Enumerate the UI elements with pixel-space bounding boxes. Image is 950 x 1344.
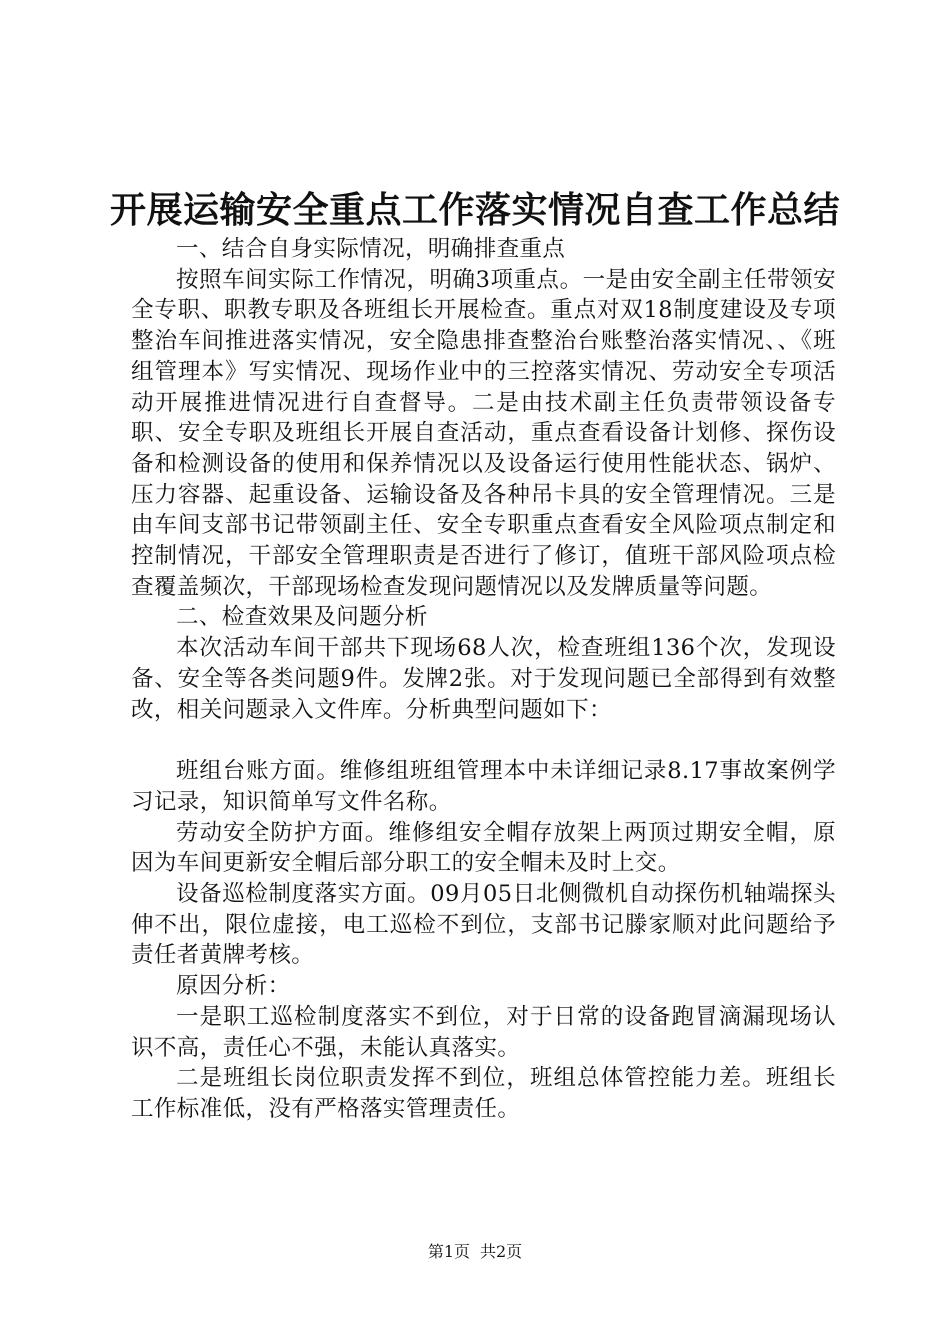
- section-heading-1: 一、结合自身实际情况，明确排查重点: [176, 236, 566, 262]
- paragraph-equipment-inspection-issue: 设备巡检制度落实方面。09月05日北侧微机自动探伤机轴端探头伸不出，限位虚接，电工巡检不到位，支部书记滕家顺对此问题给予责任者黄牌考核。: [131, 881, 836, 969]
- paragraph-inspection-results: 本次活动车间干部共下现场68人次，检查班组136个次，发现设备、安全等各类问题9件。发牌2张。对于发现问题已全部得到有效整改，相关问题录入文件库。分析典型问题如下：: [131, 635, 836, 723]
- document-body: [131, 234, 836, 1125]
- page-number-current: 第1页: [427, 1242, 470, 1261]
- paragraph-cause-2: 二是班组长岗位职责发挥不到位，班组总体管控能力差。班组长工作标准低，没有严格落实管理责任。: [131, 1065, 836, 1122]
- page-number-total: 共2页: [480, 1242, 523, 1261]
- document-title: 开展运输安全重点工作落实情况自查工作总结: [109, 189, 840, 231]
- paragraph-inspection-focus: 按照车间实际工作情况，明确3项重点。一是由安全副主任带领安全专职、职教专职及各班组长开展检查。重点对双18制度建设及专项整治车间推进落实情况，安全隐患排查整治台账整治落实情况、、《班组管理本》写实情况、现场作业中的三控落实情况、劳动安全专项活动开展推进情况进行自查督导。二是由技术副主任负责带领设备专职、安全专职及班组长开展自查活动，重点查看设备计划修、探伤设备和检测设备的使用和保养情况以及设备运行使用性能状态、锅炉、压力容器、起重设备、运输设备及各种吊卡具的安全管理情况。三是由车间支部书记带领副主任、安全专职重点查看安全风险项点制定和控制情况，干部安全管理职责是否进行了修订，值班干部风险项点检查覆盖频次，干部现场检查发现问题情况以及发牌质量等问题。: [131, 266, 836, 600]
- paragraph-ledger-issue: 班组台账方面。维修组班组管理本中未详细记录8.17事故案例学习记录，知识简单写文件名称。: [131, 758, 836, 815]
- page-footer: [0, 1241, 950, 1263]
- paragraph-safety-protection-issue: 劳动安全防护方面。维修组安全帽存放架上两顶过期安全帽，原因为车间更新安全帽后部分职工的安全帽未及时上交。: [131, 819, 836, 877]
- section-heading-2: 二、检查效果及问题分析: [176, 604, 428, 631]
- paragraph-cause-heading: 原因分析：: [176, 973, 291, 1000]
- paragraph-cause-1: 一是职工巡检制度落实不到位，对于日常的设备跑冒滴漏现场认识不高，责任心不强，未能认真落实。: [131, 1003, 836, 1061]
